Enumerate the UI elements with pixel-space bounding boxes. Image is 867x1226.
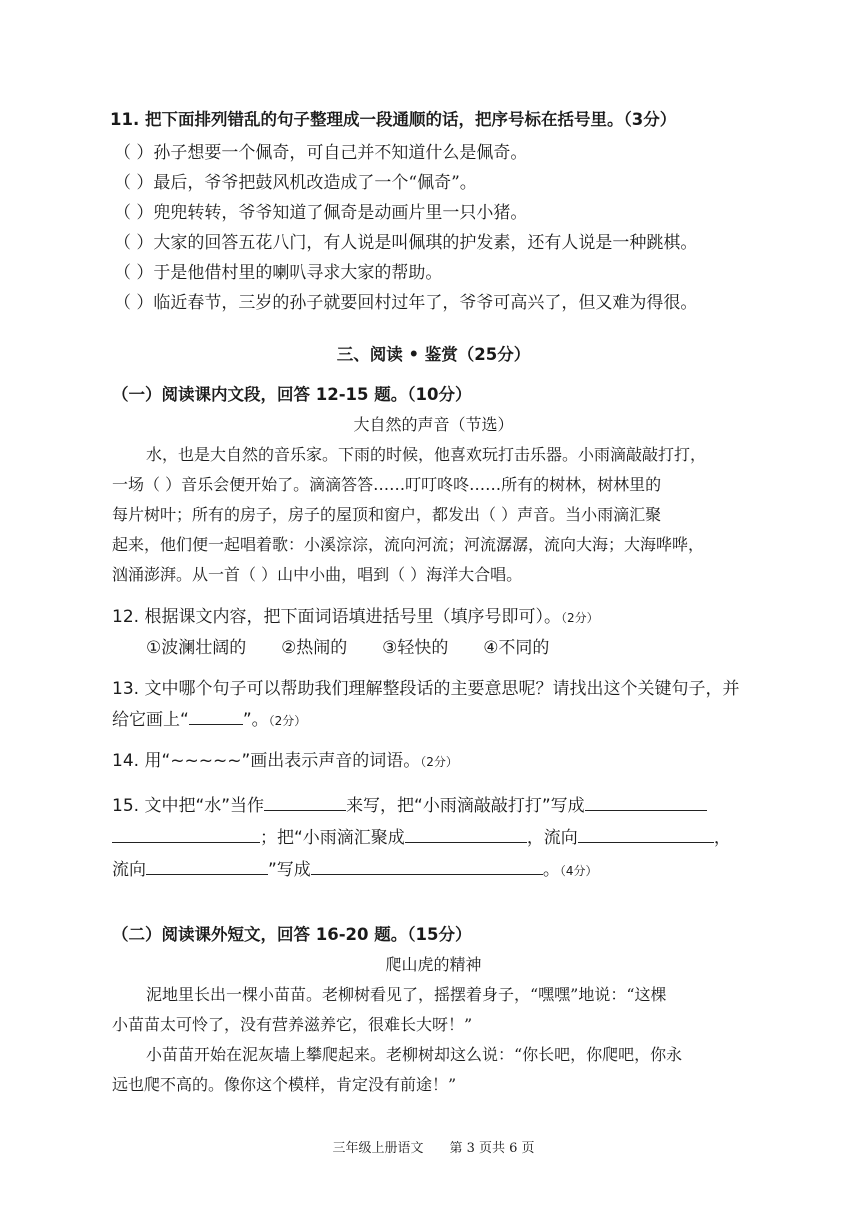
answer-paren[interactable]: （ ） bbox=[114, 293, 154, 313]
q12-text: 12. 根据课文内容，把下面词语填进括号里（填序号即可）。 bbox=[112, 607, 561, 627]
underline-sample bbox=[189, 708, 243, 725]
q11-item-text: 孙子想要一个佩奇，可自己并不知道什么是佩奇。 bbox=[153, 143, 528, 163]
q14-points: （2分） bbox=[420, 755, 458, 769]
q11-item-text: 临近春节，三岁的孙子就要回村过年了，爷爷可高兴了，但又难为得很。 bbox=[153, 293, 698, 313]
q13-points: （2分） bbox=[268, 714, 307, 728]
answer-paren[interactable]: （ ） bbox=[114, 143, 154, 163]
q12-title bbox=[112, 606, 599, 629]
part2-passage-line: 远也爬不高的。像你这个模样，肯定没有前途！” bbox=[112, 1075, 457, 1094]
q12-option-1: ①波澜壮阔的 bbox=[146, 638, 247, 658]
q11-item-text: 于是他借村里的喇叭寻求大家的帮助。 bbox=[153, 263, 443, 283]
q12-option-3: ③轻快的 bbox=[382, 638, 449, 658]
q11-item-text: 大家的回答五花八门，有人说是叫佩琪的护发素，还有人说是一种跳棋。 bbox=[153, 233, 698, 253]
answer-blank[interactable] bbox=[146, 858, 268, 875]
part1-passage-title: 大自然的声音（节选） bbox=[353, 415, 514, 434]
answer-blank[interactable] bbox=[264, 794, 346, 811]
q12-option-4: ④不同的 bbox=[483, 638, 550, 658]
q15-line-2: ；把“小雨滴汇聚成 ，流向 ， bbox=[112, 826, 731, 849]
part1-passage-line: 起来，他们便一起唱着歌：小溪淙淙，流向河流；河流潺潺，流向大海；大海哗哗， bbox=[112, 535, 705, 554]
answer-paren[interactable]: （ ） bbox=[114, 173, 154, 193]
part2-heading: （二）阅读课外短文，回答 16-20 题。（15分） bbox=[112, 925, 472, 944]
q15-points: （4分） bbox=[559, 864, 598, 878]
page-footer: 三年级上册语文 第 3 页共 6 页 bbox=[332, 1141, 535, 1156]
q15-line-1: 15. 文中把“水”当作 来写，把“小雨滴敲敲打打”写成 bbox=[112, 794, 707, 817]
answer-blank[interactable] bbox=[585, 794, 707, 811]
part1-passage-line: 一场（ ）音乐会便开始了。滴滴答答……叮叮咚咚……所有的树林，树林里的 bbox=[112, 475, 662, 494]
part1-heading: （一）阅读课内文段，回答 12-15 题。（10分） bbox=[112, 385, 472, 404]
q13-line-2: 给它画上“ ”。（2分） bbox=[112, 710, 307, 730]
q11-item-3 bbox=[114, 202, 527, 224]
answer-blank[interactable] bbox=[311, 858, 543, 875]
q11-item-2 bbox=[114, 172, 477, 194]
q11-item-text: 最后，爷爷把鼓风机改造成了一个“佩奇”。 bbox=[153, 173, 477, 193]
q11-item-text: 兜兜转转，爷爷知道了佩奇是动画片里一只小猪。 bbox=[153, 203, 528, 223]
part1-passage-line: 水，也是大自然的音乐家。下雨的时候，他喜欢玩打击乐器。小雨滴敲敲打打， bbox=[146, 445, 707, 464]
q14-line: 14. 用“~~~~~”画出表示声音的词语。（2分） bbox=[112, 751, 458, 771]
q12-points: （2分） bbox=[560, 611, 599, 625]
answer-paren[interactable]: （ ） bbox=[114, 233, 154, 253]
part2-passage-line: 小苗苗太可怜了，没有营养滋养它，很难长大呀！” bbox=[112, 1015, 473, 1034]
answer-blank[interactable] bbox=[112, 826, 260, 843]
part2-passage-line: 小苗苗开始在泥灰墙上攀爬起来。老柳树却这么说：“你长吧，你爬吧，你永 bbox=[146, 1045, 683, 1064]
q12-option-2: ②热闹的 bbox=[281, 638, 348, 658]
section-3-title: 三、阅读 • 鉴赏（25分） bbox=[336, 345, 531, 364]
answer-paren[interactable]: （ ） bbox=[114, 203, 154, 223]
q15-line-3: 流向 ”写成 。（4分） bbox=[112, 860, 598, 880]
part1-passage-line: 汹涌澎湃。从一首（ ）山中小曲，唱到（ ）海洋大合唱。 bbox=[112, 565, 523, 584]
q12-options bbox=[146, 637, 549, 659]
answer-blank[interactable] bbox=[578, 826, 714, 843]
part2-passage-line: 泥地里长出一棵小苗苗。老柳树看见了，摇摆着身子，“嘿嘿”地说：“这棵 bbox=[146, 985, 667, 1004]
wavy-line-icon: ~~~~~ bbox=[170, 751, 242, 771]
q11-item-5 bbox=[114, 262, 442, 284]
part1-passage-line: 每片树叶；所有的房子，房子的屋顶和窗户，都发出（ ）声音。当小雨滴汇聚 bbox=[112, 505, 662, 524]
answer-blank[interactable] bbox=[405, 826, 527, 843]
q11-item-1 bbox=[114, 142, 527, 164]
q11-item-4 bbox=[114, 232, 697, 254]
q13-line-1: 13. 文中哪个句子可以帮助我们理解整段话的主要意思呢？请找出这个关键句子，并 bbox=[112, 679, 740, 699]
q11-item-6 bbox=[114, 292, 697, 314]
part2-passage-title: 爬山虎的精神 bbox=[385, 955, 482, 974]
answer-paren[interactable]: （ ） bbox=[114, 263, 154, 283]
q11-title: 11. 把下面排列错乱的句子整理成一段通顺的话，把序号标在括号里。（3分） bbox=[110, 110, 677, 129]
